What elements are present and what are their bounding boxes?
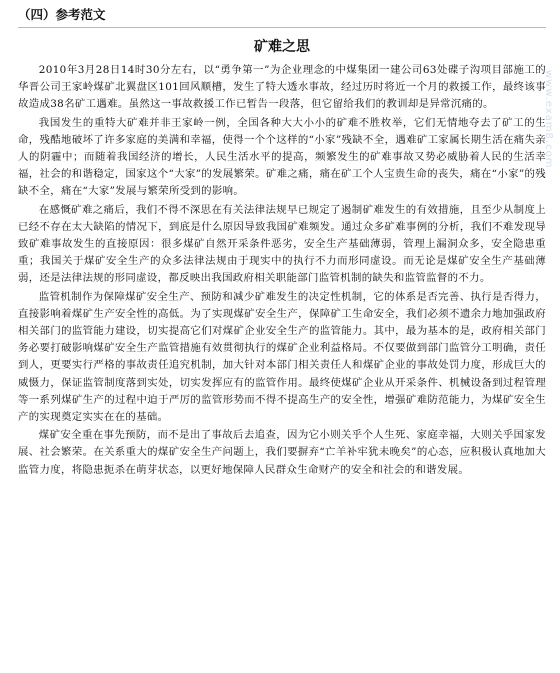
paragraph-3: 在感慨矿难之痛后，我们不得不深思在有关法律法规早已规定了遏制矿难发生的有效措施，且至少从制度上已经不存在太大缺陷的情况下，到底是什么原因导致我国矿难频发。通过众多矿难事例的分析，我们不难发现导致矿难事故发生的直接原因：很多煤矿自然开采条件恶劣，安全生产基础薄弱，管理上漏洞众多，安全隐患重重；我国关于煤矿安全生产的众多法律法规由于现实中的执行不力而形同虚设。而无论是煤矿安全生产基础薄弱，还是法律法规的形同虚设，都反映出我国政府相关职能部门监管机制的缺失和监管监督的不力。 [18,203,546,285]
article-title: 矿难之思 [254,39,310,55]
heading-divider [18,27,546,28]
section-heading: （四）参考范文 [18,7,106,22]
watermark: www.exam8.com [543,70,554,169]
paragraph-4: 监管机制作为保障煤矿安全生产、预防和减少矿难发生的决定性机制，它的体系是否完善、执行是否得力，直接影响着煤矿生产安全性的高低。为了实现煤矿安全生产，保障矿工生命安全，我们必须不遗余力地加强政府相关部门的监管能力建设，切实提高它们对煤矿企业安全生产的监管能力。其中，最为基本的是，政府相关部门务必要打破影响煤矿安全生产监管措施有效贯彻执行的煤矿企业利益格局。不仅要做到部门监管分工明确，责任到人，更要实行严格的事故责任追究机制，加大针对本部门相关责任人和煤矿企业的事故处罚力度，形成巨大的威慑力，保证监管制度落到实处，切实发挥应有的监管作用。最终使煤矿企业从开采条件、机械设备到过程管理等一系列煤矿生产的过程中迫于严厉的监管形势而不得不提高生产的安全性，增强矿难防范能力，为煤矿安全生产的实现奠定实实在在的基础。 [18,290,546,424]
paragraph-2: 我国发生的重特大矿难并非王家岭一例，全国各种大大小小的矿难不胜枚举，它们无情地夺去了矿工的生命，残酷地破坏了许多家庭的美满和幸福，使得一个个这样的“小家”残缺不全，遇难矿工家属长期生活在痛失亲人的阴霾中；而随着我国经济的增长，人民生活水平的提高，频繁发生的矿难事故又势必威胁着人民的生活幸福，社会的和谐稳定，国家这个“大家”的发展繁荣。矿难之痛，痛在矿工个人宝贵生命的丧失，痛在“小家”的残缺不全，痛在“大家”发展与繁荣所受到的影响。 [18,116,546,198]
article-body [18,62,546,479]
paragraph-1: 2010年3月28日14时30分左右，以“勇争第一”为企业理念的中煤集团一建公司63处碟子沟项目部施工的华晋公司王家岭煤矿北翼盘区101回风顺槽，发生了特大透水事故，经过历时将近一个月的救援工作，最终该事故造成38名矿工遇难。虽然这一事故救援工作已暂告一段落，但它留给我们的教训却是异常沉痛的。 [18,64,546,111]
paragraph-5: 煤矿安全重在事先预防，而不是出了事故后去追查，因为它小则关乎个人生死、家庭幸福，大则关乎国家发展、社会繁荣。在关系重大的煤矿安全生产问题上，我们要摒弃“亡羊补牢犹未晚矣”的心态，应积极认真地加大监管力度，将隐患扼杀在萌芽状态，以更好地保障人民群众生命财产的安全和社会的和谐发展。 [18,429,546,476]
